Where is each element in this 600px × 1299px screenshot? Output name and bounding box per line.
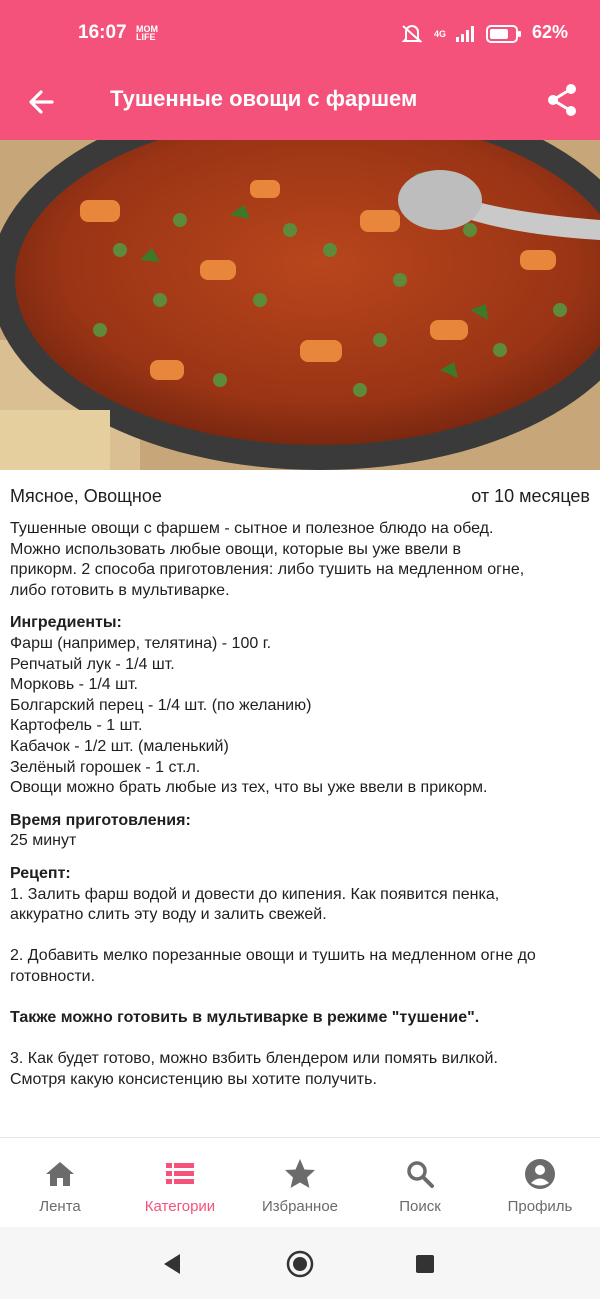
- recipe-content: [10, 485, 590, 1090]
- step-line: аккуратно слить эту воду и залить свежей.: [10, 906, 327, 924]
- page-title: Тушенные овощи с фаршем: [110, 86, 418, 111]
- ingredient-item: Болгарский перец - 1/4 шт. (по желанию): [10, 696, 312, 714]
- bottom-navigation: [0, 1137, 600, 1228]
- ingredient-item: Репчатый лук - 1/4 шт.: [10, 655, 175, 673]
- search-icon: [402, 1156, 438, 1192]
- nav-label: Поиск: [399, 1198, 441, 1215]
- share-icon[interactable]: [542, 80, 582, 120]
- intro-line: Тушенные овощи с фаршем - сытное и полезное блюдо на обед.: [10, 520, 494, 537]
- recipe-photo: [0, 140, 600, 470]
- arrow-back-icon[interactable]: [22, 82, 62, 122]
- mute-icon: [400, 23, 424, 45]
- ingredient-item: Фарш (например, телятина) - 100 г.: [10, 634, 272, 652]
- system-navigation-bar: [0, 1227, 600, 1299]
- cooking-time: 25 минут: [10, 832, 77, 850]
- intro-line: Можно использовать любые овощи, которые вы уже ввели в: [10, 540, 462, 558]
- signal-icon: [456, 26, 476, 42]
- app-logo: MOM LIFE: [136, 24, 158, 42]
- time-heading: Время приготовления:: [10, 811, 191, 829]
- ingredient-item: Картофель - 1 шт.: [10, 717, 143, 735]
- ingredient-item: Кабачок - 1/2 шт. (маленький): [10, 737, 229, 755]
- ingredient-item: Морковь - 1/4 шт.: [10, 676, 138, 694]
- nav-item-favorites[interactable]: [240, 1138, 360, 1228]
- intro-line: прикорм. 2 способа приготовления: либо тушить на медленном огне,: [10, 561, 525, 579]
- app-header: [0, 62, 600, 140]
- battery-icon: [486, 25, 522, 43]
- recipe-intro: [10, 519, 590, 601]
- status-bar: [0, 0, 600, 62]
- categories-list-icon: [162, 1156, 198, 1192]
- system-recents-icon[interactable]: [410, 1249, 440, 1279]
- nav-label: Профиль: [507, 1198, 573, 1215]
- nav-label: Категории: [144, 1198, 216, 1215]
- step-line: 3. Как будет готово, можно взбить блендером или помять вилкой.: [10, 1050, 498, 1068]
- intro-line: либо готовить в мультиварке.: [10, 581, 230, 599]
- nav-item-feed[interactable]: [0, 1138, 120, 1228]
- nav-item-search[interactable]: [360, 1138, 480, 1228]
- recipe-meta: [10, 485, 590, 507]
- home-icon: [42, 1156, 78, 1192]
- network-label: 4G: [433, 29, 446, 39]
- system-back-icon[interactable]: [158, 1249, 188, 1279]
- nav-label: Избранное: [261, 1198, 339, 1215]
- recipe-categories: Мясное, Овощное: [10, 486, 162, 506]
- system-home-icon[interactable]: [285, 1249, 315, 1279]
- ingredient-note: Овощи можно брать любые из тех, что вы уже ввели в прикорм.: [10, 779, 488, 797]
- ingredient-item: Зелёный горошек - 1 ст.л.: [10, 758, 201, 776]
- recipe-age: от 10 месяцев: [471, 486, 590, 506]
- step-line: готовности.: [10, 967, 96, 985]
- step-line: 1. Залить фарш водой и довести до кипения. Как появится пенка,: [10, 885, 500, 903]
- step-line: Смотря какую консистенцию вы хотите получить.: [10, 1070, 377, 1088]
- battery-percent: 62%: [531, 22, 568, 42]
- nav-label: Лента: [39, 1198, 81, 1215]
- ingredients-list: [10, 634, 590, 799]
- step-line: 2. Добавить мелко порезанные овощи и тушить на медленном огне до: [10, 947, 536, 965]
- multicooker-note: Также можно готовить в мультиварке в режиме "тушение".: [10, 1009, 480, 1027]
- ingredients-heading: Ингредиенты:: [10, 614, 122, 632]
- star-icon: [282, 1156, 318, 1192]
- status-time: 16:07: [78, 22, 127, 43]
- profile-icon: [522, 1156, 558, 1192]
- status-icons: [400, 22, 522, 46]
- nav-item-categories[interactable]: [120, 1138, 240, 1228]
- nav-item-profile[interactable]: [480, 1138, 600, 1228]
- steps-heading: Рецепт:: [10, 864, 71, 882]
